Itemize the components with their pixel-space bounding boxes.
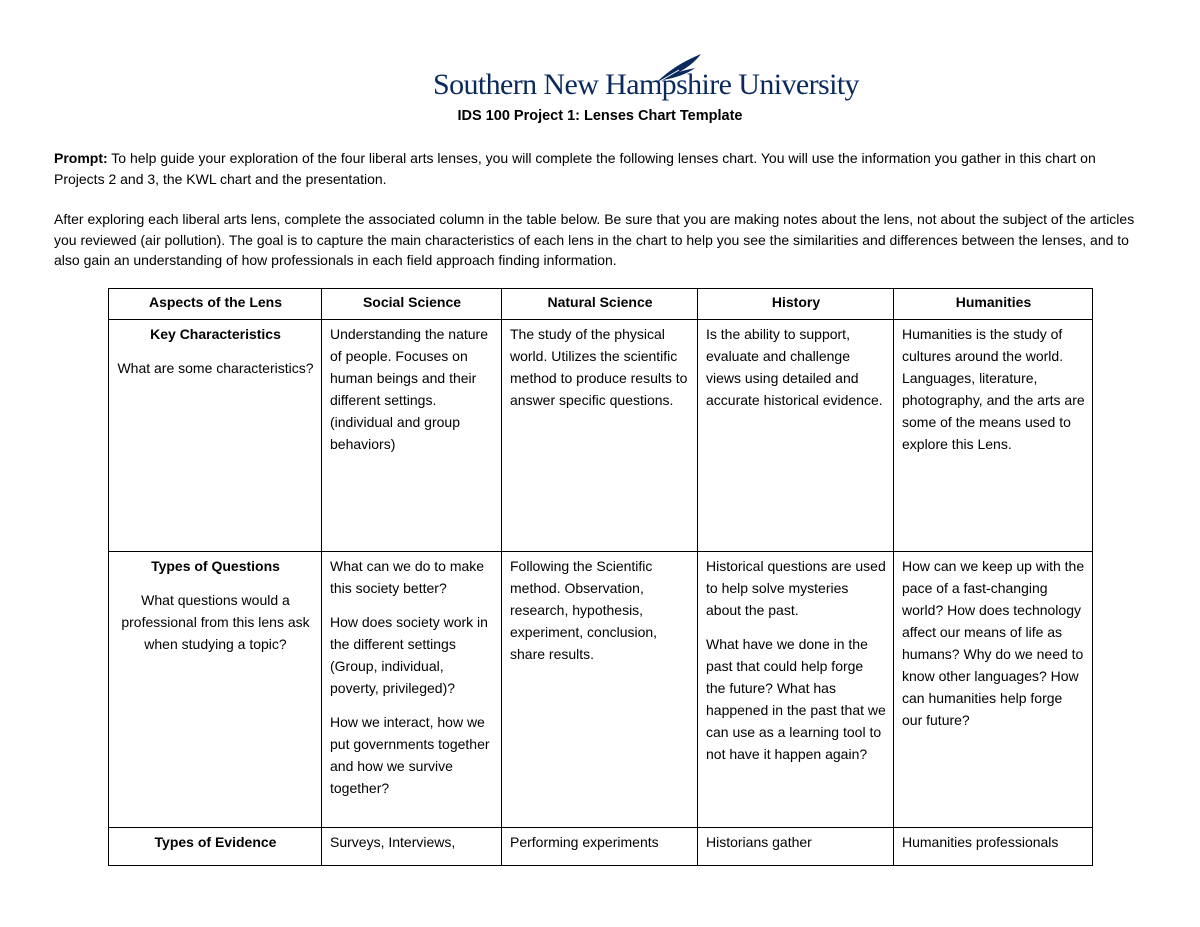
aspect-cell	[109, 552, 322, 828]
aspect-title: Types of Questions	[151, 558, 280, 574]
cell-text: Humanities professionals	[902, 834, 1059, 850]
table-header-row	[109, 289, 1093, 320]
table-cell	[502, 828, 698, 866]
cell-text: What can we do to make this society better?	[330, 558, 485, 596]
table-cell	[502, 320, 698, 552]
cell-text: What have we done in the past that could help forge the future? What has happened in the past that we can use as a learning tool to not have it happen again?	[706, 636, 886, 762]
prompt-paragraph	[54, 148, 1146, 189]
table-cell	[698, 828, 894, 866]
university-logo	[433, 52, 859, 104]
cell-text: Historians gather	[706, 834, 812, 850]
cell-text: Following the Scientific method. Observation, research, hypothesis, experiment, conclusion, share results.	[510, 558, 658, 662]
table-row	[109, 320, 1093, 552]
column-header: History	[698, 289, 894, 320]
cell-text: Humanities is the study of cultures around the world. Languages, literature, photography, and the arts are some of the means used to explore this Lens.	[902, 326, 1085, 452]
instructions-paragraph: After exploring each liberal arts lens, complete the associated column in the table below. Be sure that you are making notes about the lens, not about the subject of the articles you reviewed (air pollution). The goal is to capture the main characteristics of each lens in the chart to help you see the similarities and differences between the lenses, and to also gain an understanding of how professionals in each field approach finding information.	[54, 211, 1135, 268]
aspect-cell	[109, 828, 322, 866]
cell-text: Performing experiments	[510, 834, 659, 850]
table-row	[109, 828, 1093, 866]
cell-text: Is the ability to support, evaluate and challenge views using detailed and accurate historical evidence.	[706, 326, 883, 408]
table-cell	[698, 320, 894, 552]
table-cell	[322, 828, 502, 866]
table-cell	[322, 320, 502, 552]
cell-text: The study of the physical world. Utilizes the scientific method to produce results to answer specific questions.	[510, 326, 688, 408]
document-title: IDS 100 Project 1: Lenses Chart Template	[457, 108, 743, 124]
aspect-cell	[109, 320, 322, 552]
prompt-text: To help guide your exploration of the four liberal arts lenses, you will complete the following lenses chart. You will use the information you gather in this chart on Projects 2 and 3, the KWL chart and the presentation.	[54, 150, 1096, 187]
cell-text: Historical questions are used to help solve mysteries about the past.	[706, 558, 886, 618]
column-header: Humanities	[894, 289, 1093, 320]
cell-text: How we interact, how we put governments together and how we survive together?	[330, 714, 490, 796]
column-header: Social Science	[322, 289, 502, 320]
table-cell	[698, 552, 894, 828]
aspect-title: Types of Evidence	[154, 834, 277, 850]
table-row	[109, 552, 1093, 828]
cell-text: How can we keep up with the pace of a fast-changing world? How does technology affect our means of life as humans? Why do we need to know other languages? How can humanities help forge our future?	[902, 558, 1085, 728]
university-name: Southern New Hampshire University	[433, 68, 859, 101]
cell-text: Understanding the nature of people. Focuses on human beings and their different settings. (individual and group behaviors)	[330, 326, 488, 452]
prompt-label: Prompt:	[54, 150, 108, 166]
column-header: Natural Science	[502, 289, 698, 320]
table-cell	[894, 828, 1093, 866]
cell-text: Surveys, Interviews,	[330, 834, 456, 850]
table-cell	[322, 552, 502, 828]
column-header: Aspects of the Lens	[109, 289, 322, 320]
aspect-question: What are some characteristics?	[117, 360, 314, 376]
lenses-chart-table	[108, 288, 1093, 866]
table-cell	[894, 552, 1093, 828]
cell-text: How does society work in the different settings (Group, individual, poverty, privileged)?	[330, 614, 488, 696]
table-cell	[502, 552, 698, 828]
table-cell	[894, 320, 1093, 552]
aspect-title: Key Characteristics	[150, 326, 281, 342]
aspect-question: What questions would a professional from this lens ask when studying a topic?	[121, 592, 310, 652]
